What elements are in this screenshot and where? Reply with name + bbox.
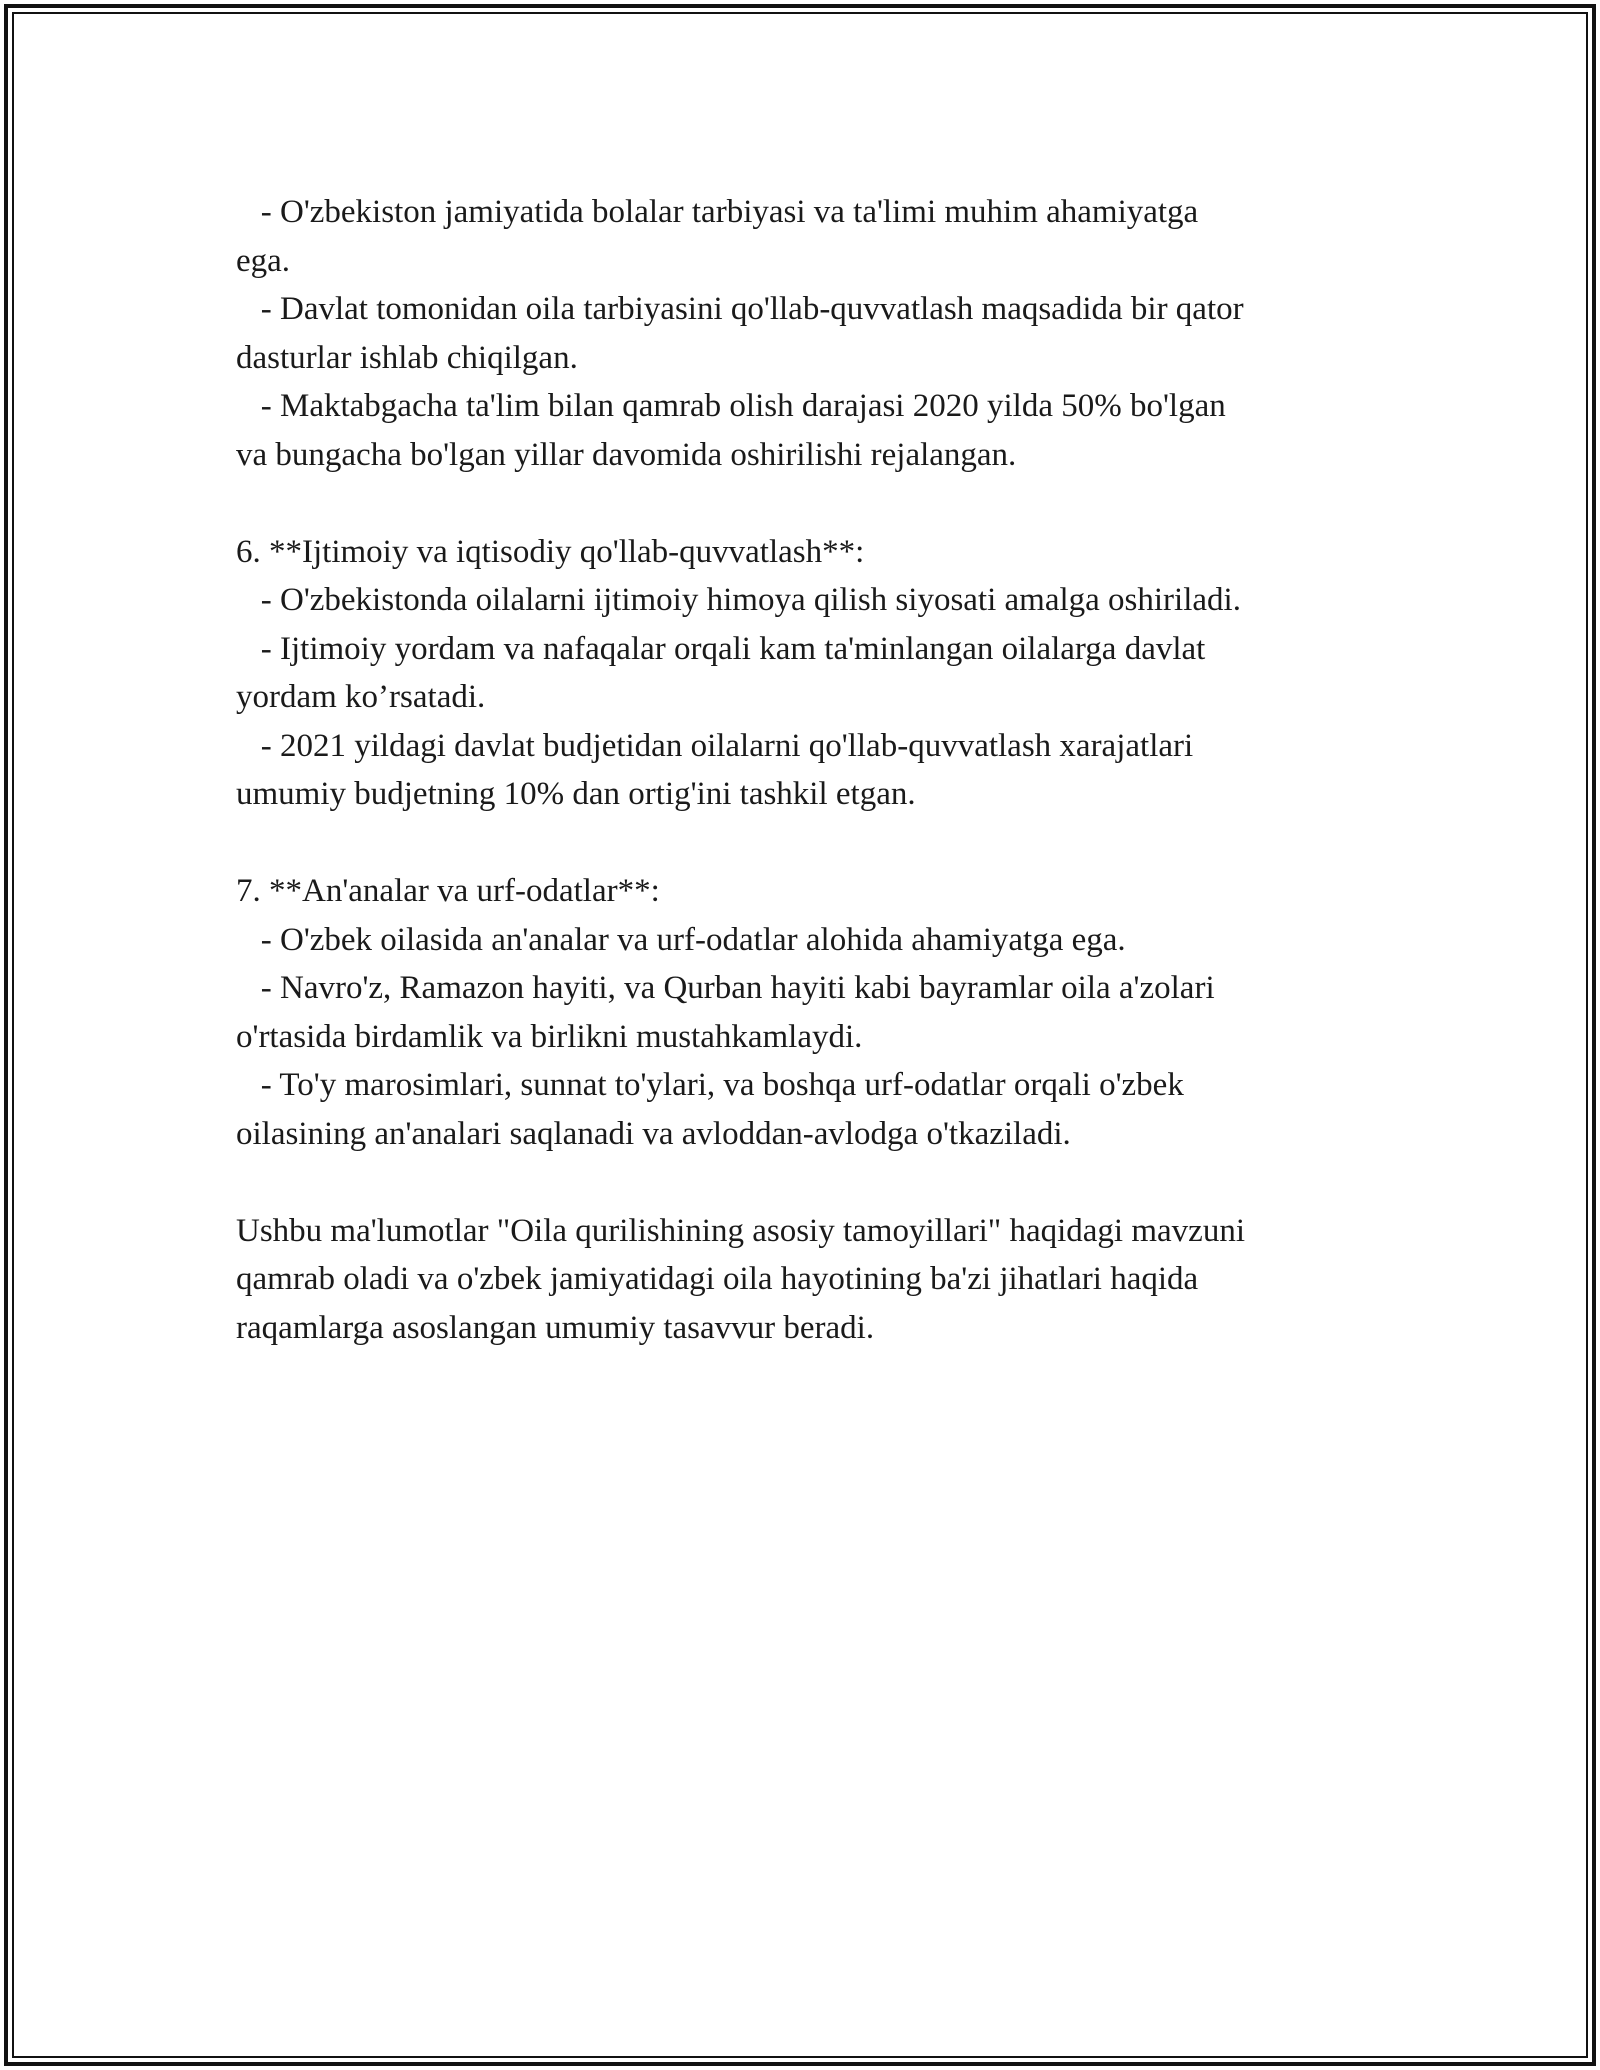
paragraph-spacer [236, 479, 1376, 528]
list-item [236, 382, 1376, 479]
text-line: raqamlarga asoslangan umumiy tasavvur beradi. [236, 1309, 875, 1346]
text-line: - Maktabgacha ta'lim bilan qamrab olish darajasi 2020 yilda 50% bo'lgan [236, 388, 1226, 424]
list-item [236, 576, 1376, 625]
conclusion-paragraph [236, 1207, 1376, 1353]
section-heading: 7. **An'analar va urf-odatlar**: [236, 873, 660, 909]
text-line: - Navro'z, Ramazon hayiti, va Qurban hayiti kabi bayramlar oila a'zolari [236, 970, 1215, 1006]
text-line: dasturlar ishlab chiqilgan. [236, 339, 578, 376]
text-line: o'rtasida birdamlik va birlikni mustahkamlaydi. [236, 1018, 863, 1055]
text-line: - Davlat tomonidan oila tarbiyasini qo'llab-quvvatlash maqsadida bir qator [236, 291, 1244, 327]
document-body [236, 188, 1376, 1352]
section-heading: 6. **Ijtimoiy va iqtisodiy qo'llab-quvvatlash**: [236, 533, 865, 570]
list-item [236, 1061, 1376, 1158]
text-line: Ushbu ma'lumotlar "Oila qurilishining asosiy tamoyillari" haqidagi mavzuni [236, 1212, 1245, 1249]
section-6 [236, 528, 1376, 819]
list-item [236, 916, 1376, 965]
text-line: - O'zbekistonda oilalarni ijtimoiy himoya qilish siyosati amalga oshiriladi. [236, 582, 1241, 618]
text-line: ega. [236, 242, 291, 279]
text-line: va bungacha bo'lgan yillar davomida oshirilishi rejalangan. [236, 436, 1017, 473]
text-line: qamrab oladi va o'zbek jamiyatidagi oila hayotining ba'zi jihatlari haqida [236, 1261, 1199, 1297]
list-item [236, 964, 1376, 1061]
text-line: - 2021 yildagi davlat budjetidan oilalarni qo'llab-quvvatlash xarajatlari [236, 727, 1194, 764]
text-line: - Ijtimoiy yordam va nafaqalar orqali kam ta'minlangan oilalarga davlat [236, 630, 1206, 667]
text-line: - To'y marosimlari, sunnat to'ylari, va boshqa urf-odatlar orqali o'zbek [236, 1067, 1184, 1103]
paragraph-spacer [236, 1158, 1376, 1207]
text-line: umumiy budjetning 10% dan ortig'ini tashkil etgan. [236, 776, 916, 812]
section-7 [236, 867, 1376, 1158]
list-item [236, 285, 1376, 382]
text-line: yordam ko’rsatadi. [236, 679, 486, 715]
list-item [236, 188, 1376, 285]
text-line: - O'zbek oilasida an'analar va urf-odatlar alohida ahamiyatga ega. [236, 921, 1126, 958]
text-line: - O'zbekiston jamiyatida bolalar tarbiyasi va ta'limi muhim ahamiyatga [236, 194, 1199, 230]
list-item [236, 722, 1376, 819]
list-item [236, 625, 1376, 722]
intro-items [236, 188, 1376, 479]
paragraph-spacer [236, 819, 1376, 868]
text-line: oilasining an'analari saqlanadi va avloddan-avlodga o'tkaziladi. [236, 1115, 1071, 1152]
